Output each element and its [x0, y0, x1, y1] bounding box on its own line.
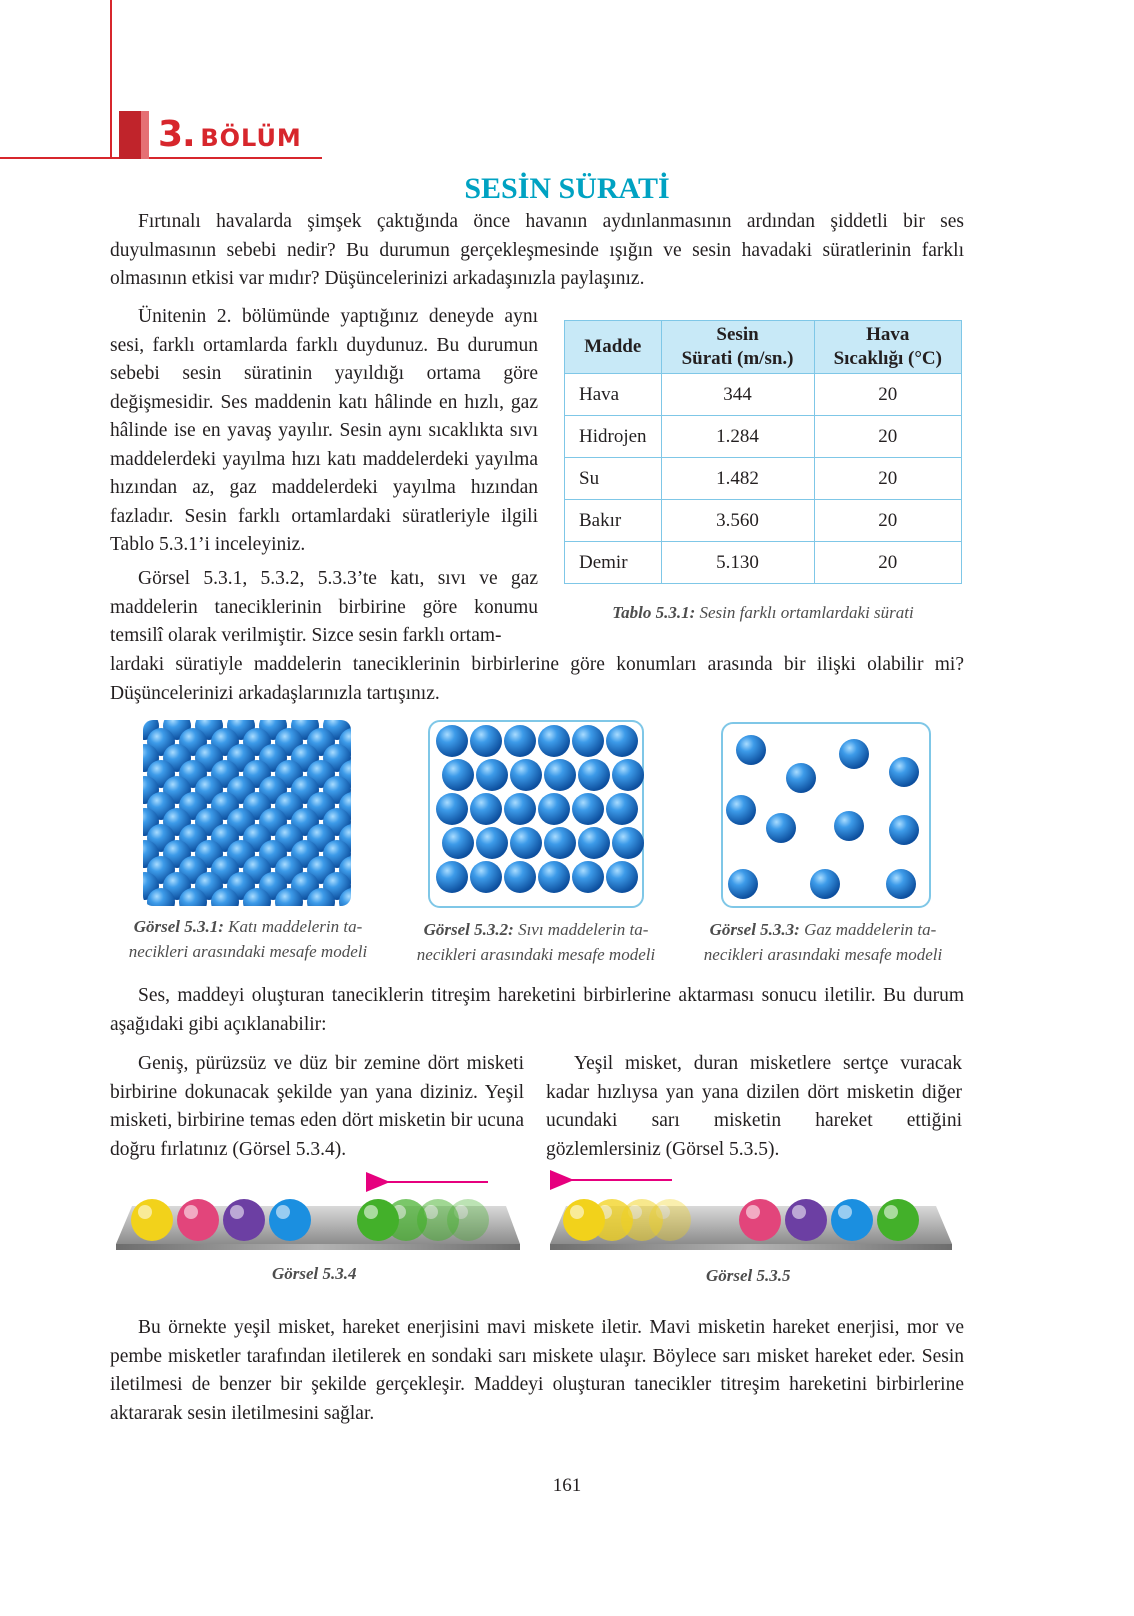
- chapter-tab-dark: [119, 111, 141, 159]
- purple-marble-highlight: [230, 1205, 244, 1219]
- liquid-particle: [476, 827, 508, 859]
- yellow-marble-body: [131, 1199, 173, 1241]
- green-marble-highlight: [364, 1205, 378, 1219]
- liquid-particle: [606, 793, 638, 825]
- header-temp-line1: Hava: [866, 324, 910, 345]
- yellow-marble-highlight: [570, 1205, 584, 1219]
- liquid-particle: [504, 861, 536, 893]
- gas-particle: [886, 869, 916, 899]
- cell-speed: 3.560: [661, 500, 814, 542]
- page-number: 161: [552, 1475, 582, 1496]
- liquid-particle: [436, 725, 468, 757]
- blue-marble-body: [269, 1199, 311, 1241]
- blue-marble: [831, 1199, 873, 1241]
- liquid-particle: [578, 827, 610, 859]
- liquid-particle: [612, 759, 644, 791]
- green-marble: [357, 1199, 399, 1241]
- cell-madde: Su: [565, 458, 662, 500]
- blue-marble-highlight: [276, 1205, 290, 1219]
- figure-caption-gas-text2: necikleri arasındaki mesafe modeli: [703, 945, 943, 964]
- cell-madde: Bakır: [565, 500, 662, 542]
- liquid-particle: [470, 861, 502, 893]
- intro-paragraph: Fırtınalı havalarda şimşek çaktığında önce havanın aydınlanmasının ardından şiddetli bir ses duyulmasının sebebi nedir? Bu durumun gerçekleşmesinde ışığın ve sesin havadaki süratlerinin farklı olmasının etkisi var mıdır? Düşüncelerinizi arkadaşınızla paylaşınız.: [110, 211, 964, 289]
- green-marble: [877, 1199, 919, 1241]
- speed-table-wrapper: [564, 320, 962, 584]
- gas-particle: [889, 757, 919, 787]
- figure-caption-solid-text2: necikleri arasındaki mesafe modeli: [128, 942, 368, 961]
- liquid-particle: [442, 827, 474, 859]
- liquid-particle: [538, 861, 570, 893]
- green-marble-highlight: [884, 1205, 898, 1219]
- marbles-figure-left: [110, 1164, 528, 1264]
- marbles-caption-left: Görsel 5.3.4: [272, 1264, 357, 1283]
- chapter-number: 3.: [158, 114, 195, 155]
- pink-marble-highlight: [746, 1205, 760, 1219]
- margin-line-horizontal: [0, 157, 322, 159]
- liquid-particles-figure: [428, 720, 644, 908]
- purple-marble-body: [785, 1199, 827, 1241]
- purple-marble: [785, 1199, 827, 1241]
- gas-particle: [834, 811, 864, 841]
- liquid-particle: [504, 725, 536, 757]
- chapter-tab-light: [141, 111, 149, 159]
- table-header-row: [565, 321, 962, 374]
- table-row: [565, 416, 962, 458]
- paragraph-conclusion: Bu örnekte yeşil misket, hareket enerjisini mavi miskete iletir. Mavi misketin hareket enerjisi, mor ve pembe misketler tarafından iletilerek en sondaki sarı miskete ulaşır. Böylece sarı misket hareket eder. Sesin iletilmesi de benzer bir şekilde gerçekleşir. Maddeyi oluşturan tanecikler titreşim hareketini birbirlerine aktararak sesin iletilmesini sağlar.: [110, 1317, 964, 1424]
- table-row: [565, 458, 962, 500]
- figure-caption-solid-label: Görsel 5.3.1:: [133, 917, 224, 936]
- header-speed-line2: Sürati (m/sn.): [681, 348, 794, 369]
- liquid-particle: [510, 827, 542, 859]
- liquid-particle: [436, 793, 468, 825]
- liquid-particle: [572, 861, 604, 893]
- blue-marble: [269, 1199, 311, 1241]
- liquid-particle: [572, 793, 604, 825]
- pink-marble: [739, 1199, 781, 1241]
- paragraph-speed-media: Ünitenin 2. bölümünde yaptığınız deneyde aynı sesi, farklı ortamlarda farklı duydunuz. Bu durumun sebebi sesin süratinin yayıldığı ortama göre değişmesidir. Ses maddenin katı hâlinde en hızlı, gaz hâlinde ise en yavaş yayılır. Sesin aynı sıcaklıkta sıvı maddelerdeki yayılma hızı katı maddelerdeki yayılma hızından az, gaz maddelerdeki yayılma hızından fazladır. Sesin farklı ortamlardaki süratleriyle ilgili Tablo 5.3.1’i inceleyiniz.: [110, 306, 538, 555]
- solid-particles-figure: [143, 720, 351, 906]
- pink-marble-body: [739, 1199, 781, 1241]
- cell-speed: 1.482: [661, 458, 814, 500]
- liquid-particle: [544, 827, 576, 859]
- gas-particles-figure: [721, 722, 931, 908]
- green-marble-body: [357, 1199, 399, 1241]
- cell-madde: Hava: [565, 374, 662, 416]
- pink-marble-highlight: [184, 1205, 198, 1219]
- chapter-heading: [158, 114, 302, 155]
- header-temperature: [814, 321, 961, 374]
- liquid-particle: [504, 793, 536, 825]
- figure-caption-liquid-text2: necikleri arasındaki mesafe modeli: [416, 945, 656, 964]
- cell-speed: 344: [661, 374, 814, 416]
- speed-table: [564, 320, 962, 584]
- column-right-text: Yeşil misket, duran misketlere sertçe vuracak kadar hızlıysa yan yana dizilen dört misketin diğer ucundaki sarı misketin hareket ettiğini gözlemlersiniz (Görsel 5.3.5).: [546, 1053, 962, 1160]
- marbles-caption-right: Görsel 5.3.5: [706, 1266, 791, 1285]
- gas-particle: [766, 813, 796, 843]
- table-row: [565, 542, 962, 584]
- yellow-marble-body: [563, 1199, 605, 1241]
- table-caption-text: Sesin farklı ortamlardaki sürati: [699, 603, 914, 622]
- purple-marble: [223, 1199, 265, 1241]
- header-temp-line2: Sıcaklığı (°C): [833, 348, 942, 369]
- gas-particle: [839, 739, 869, 769]
- gas-particle: [810, 869, 840, 899]
- liquid-particle: [538, 793, 570, 825]
- figure-caption-liquid: [400, 917, 672, 967]
- figure-caption-gas-text1: Gaz maddelerin ta-: [804, 920, 937, 939]
- yellow-marble-highlight: [138, 1205, 152, 1219]
- liquid-particle: [606, 861, 638, 893]
- gas-particle: [889, 815, 919, 845]
- gas-particle: [786, 763, 816, 793]
- header-madde: Madde: [565, 321, 662, 374]
- liquid-particle: [538, 725, 570, 757]
- table-caption: [564, 600, 962, 625]
- blue-marble-highlight: [838, 1205, 852, 1219]
- table-edge: [550, 1244, 952, 1250]
- green-marble-body: [877, 1199, 919, 1241]
- page-title: SESİN SÜRATİ: [464, 172, 670, 205]
- figure-caption-liquid-label: Görsel 5.3.2:: [423, 920, 514, 939]
- figure-caption-solid-text1: Katı maddelerin ta-: [228, 917, 363, 936]
- liquid-particle: [606, 725, 638, 757]
- pink-marble: [177, 1199, 219, 1241]
- yellow-marble: [563, 1199, 605, 1241]
- cell-madde: Hidrojen: [565, 416, 662, 458]
- liquid-particle: [612, 827, 644, 859]
- figure-caption-gas-label: Görsel 5.3.3:: [709, 920, 800, 939]
- liquid-particle: [470, 793, 502, 825]
- gas-particle: [726, 795, 756, 825]
- table-edge: [116, 1244, 520, 1250]
- liquid-particle: [572, 725, 604, 757]
- gas-particle: [736, 735, 766, 765]
- cell-speed: 5.130: [661, 542, 814, 584]
- cell-temperature: 20: [814, 374, 961, 416]
- liquid-particle: [442, 759, 474, 791]
- paragraph-transmission: Ses, maddeyi oluşturan taneciklerin titreşim hareketini birbirlerine aktarması sonucu iletilir. Bu durum aşağıdaki gibi açıklanabilir:: [110, 985, 964, 1035]
- purple-marble-highlight: [792, 1205, 806, 1219]
- cell-temperature: 20: [814, 542, 961, 584]
- liquid-particle: [470, 725, 502, 757]
- pink-marble-body: [177, 1199, 219, 1241]
- gas-particle: [728, 869, 758, 899]
- yellow-marble: [131, 1199, 173, 1241]
- figure-caption-solid: [112, 914, 384, 964]
- table-row: [565, 500, 962, 542]
- margin-line-vertical: [110, 0, 112, 158]
- liquid-particle: [436, 861, 468, 893]
- column-left-text: Geniş, pürüzsüz ve düz bir zemine dört misketi birbirine dokunacak şekilde yan yana diziniz. Yeşil misketi, birbirine temas eden dört misketin bir ucuna doğru fırlatınız (Görsel 5.3.4).: [110, 1053, 524, 1160]
- cell-speed: 1.284: [661, 416, 814, 458]
- table-row: [565, 374, 962, 416]
- cell-temperature: 20: [814, 500, 961, 542]
- table-caption-label: Tablo 5.3.1:: [612, 603, 696, 622]
- paragraph-particles-a: Görsel 5.3.1, 5.3.2, 5.3.3’te katı, sıvı ve gaz maddelerin taneciklerinin birbirine göre konumu temsilî olarak verilmiştir. Sizce sesin farklı ortam-: [110, 568, 538, 646]
- header-speed: [661, 321, 814, 374]
- liquid-particle: [476, 759, 508, 791]
- cell-madde: Demir: [565, 542, 662, 584]
- figure-caption-liquid-text1: Sıvı maddelerin ta-: [518, 920, 649, 939]
- paragraph-particles-b: lardaki süratiyle maddelerin taneciklerinin birbirlerine göre konumları arasında bir ilişki olabilir mi? Düşüncelerinizi arkadaşlarınızla tartışınız.: [110, 654, 964, 704]
- chapter-word: BÖLÜM: [200, 124, 302, 152]
- figure-caption-gas: [687, 917, 959, 967]
- cell-temperature: 20: [814, 416, 961, 458]
- purple-marble-body: [223, 1199, 265, 1241]
- marbles-figure-right: [548, 1164, 958, 1264]
- blue-marble-body: [831, 1199, 873, 1241]
- liquid-particle: [510, 759, 542, 791]
- cell-temperature: 20: [814, 458, 961, 500]
- liquid-particle: [578, 759, 610, 791]
- liquid-particle: [544, 759, 576, 791]
- header-speed-line1: Sesin: [716, 324, 759, 345]
